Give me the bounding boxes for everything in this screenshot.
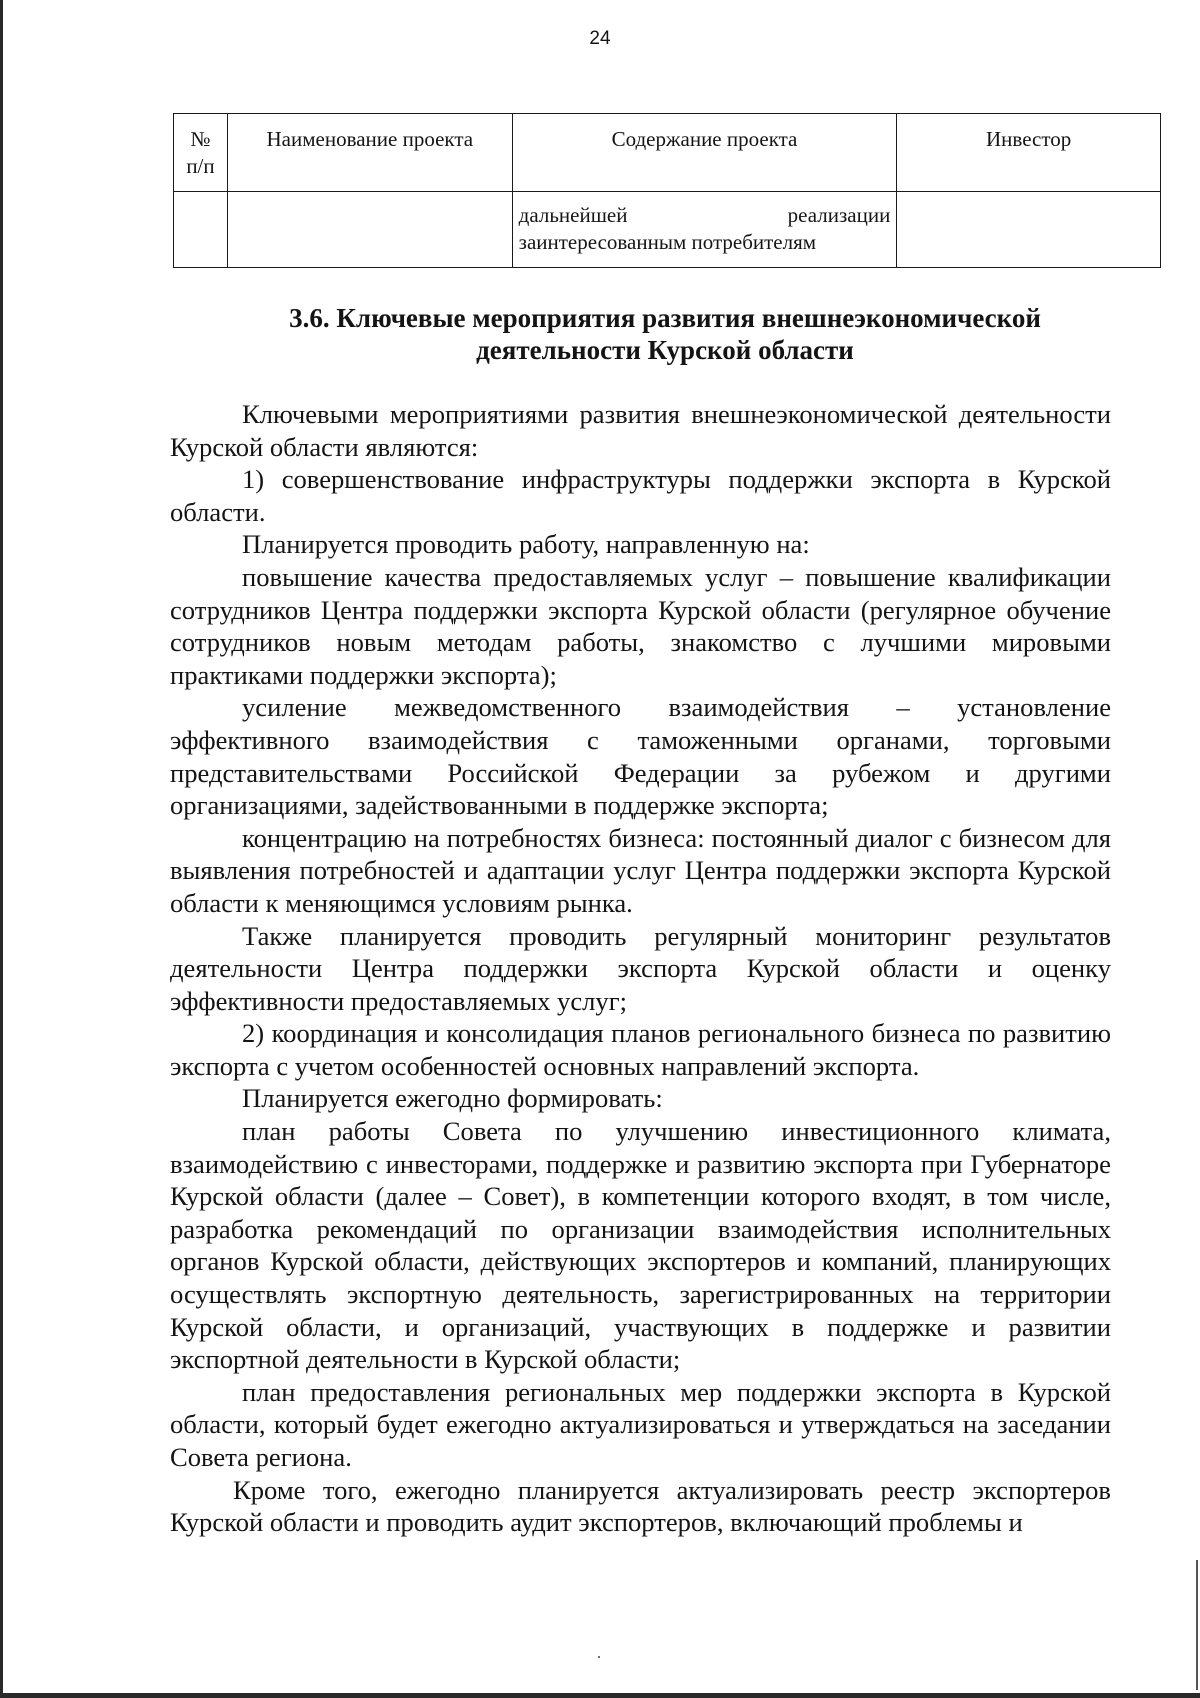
paragraph: Также планируется проводить регулярный мониторинг результатов деятельности Центра поддержки экспорта Курской области и оценку эффективности предоставляемых услуг; — [170, 920, 1111, 1016]
cell-project-name — [227, 192, 512, 268]
header-number: № п/п — [174, 114, 228, 192]
table-header-row — [174, 114, 1161, 192]
header-investor: Инвестор — [897, 114, 1161, 192]
paragraph: усиление межведомственного взаимодействия – установление эффективного взаимодействия с таможенными органами, торговыми представительствами Российской Федерации за рубежом и другими организациями, задействованными в поддержке экспорта; — [170, 692, 1111, 821]
paragraph: Планируется проводить работу, направленную на: — [242, 529, 810, 560]
paragraph: Ключевыми мероприятиями развития внешнеэкономической деятельности Курской области являются: — [170, 399, 1111, 462]
cell-number — [174, 192, 228, 268]
content-line-2: заинтересованным потребителям — [518, 230, 817, 254]
heading-line-1: 3.6. Ключевые мероприятия развития внешнеэкономической — [289, 303, 1041, 333]
page-number: 24 — [589, 28, 611, 49]
content-word-left: дальнейшей — [518, 203, 628, 227]
content-word-right: реализации — [787, 203, 891, 227]
scan-edge-left — [0, 0, 3, 1698]
header-project-content: Содержание проекта — [512, 114, 897, 192]
body-text — [170, 398, 1111, 1539]
paragraph: концентрацию на потребностях бизнеса: постоянный диалог с бизнесом для выявления потребностей и адаптации услуг Центра поддержки экспорта Курской области к меняющимся условиям рынка. — [170, 822, 1111, 918]
section-heading — [170, 302, 1160, 366]
content-line-1 — [519, 202, 891, 229]
scan-speck — [598, 1656, 600, 1658]
paragraph: план предоставления региональных мер поддержки экспорта в Курской области, который будет ежегодно актуализироваться и утверждаться на заседании Совета региона. — [170, 1376, 1111, 1472]
table-row — [174, 192, 1161, 268]
paragraph: повышение качества предоставляемых услуг – повышение квалификации сотрудников Центра поддержки экспорта Курской области (регулярное обучение сотрудников новым методам работы, знакомство с лучшими мировыми практиками поддержки экспорта); — [170, 561, 1111, 690]
cell-investor — [897, 192, 1161, 268]
cell-project-content — [512, 192, 897, 268]
paragraph: Кроме того, ежегодно планируется актуализировать реестр экспортеров Курской области и проводить аудит экспортеров, включающий проблемы и — [170, 1474, 1111, 1538]
paragraph: план работы Совета по улучшению инвестиционного климата, взаимодействию с инвесторами, поддержке и развитию экспорта при Губернаторе Курской области (далее – Совет), в компетенции которого входят, в том числе, разработка рекомендаций по организации взаимодействия исполнительных органов Курской области, действующих экспортеров и компаний, планирующих осуществлять экспортную деятельность, зарегистрированных на территории Курской области, и организаций, участвующих в поддержке и развитии экспортной деятельности в Курской области; — [170, 1116, 1111, 1375]
scan-edge-right — [1196, 1560, 1198, 1690]
projects-table — [173, 113, 1161, 268]
paragraph: 2) координация и консолидация планов регионального бизнеса по развитию экспорта с учетом особенностей основных направлений экспорта. — [170, 1018, 1111, 1081]
header-project-name: Наименование проекта — [227, 114, 512, 192]
paragraph: 1) совершенствование инфраструктуры поддержки экспорта в Курской области. — [170, 464, 1111, 527]
scan-edge-bottom — [0, 1693, 1200, 1698]
heading-line-2: деятельности Курской области — [476, 335, 854, 365]
paragraph: Планируется ежегодно формировать: — [242, 1083, 663, 1114]
